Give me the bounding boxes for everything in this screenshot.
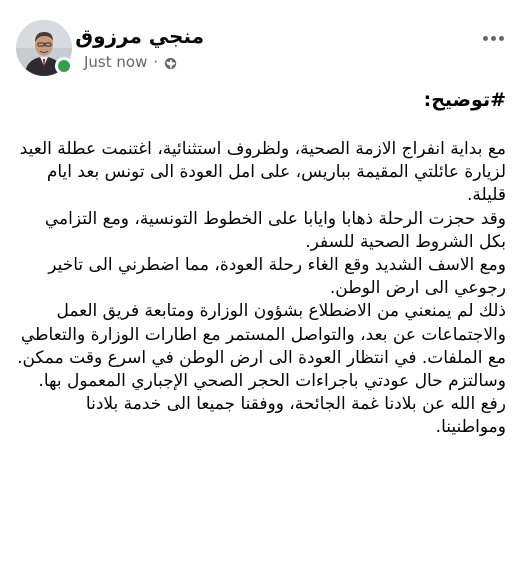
post-paragraph: ومع الاسف الشديد وقع الغاء رحلة العودة، مما اضطرني الى تاخير رجوعي الى ارض الوطن. — [48, 255, 506, 299]
post-timestamp[interactable]: Just now — [84, 53, 148, 71]
more-horizontal-icon — [483, 36, 488, 41]
post-body — [14, 86, 506, 440]
post-paragraph: مع بداية انفراج الازمة الصحية، ولظروف استثنائية، اغتنمت عطلة العيد لزيارة عائلتي المقيمة بباريس، على امل العودة الى تونس بعد ايام قليلة. — [19, 139, 506, 206]
more-dot — [491, 36, 496, 41]
author-name[interactable]: منجي مرزوق — [75, 24, 204, 48]
post-paragraph: ذلك لم يمنعني من الاضطلاع بشؤون الوزارة ومتابعة فريق العمل والاجتماعات عن بعد، والتواصل المستمر مع اطارات الوزارة والتعاطي مع الملفات. في انتظار العودة الى ارض الوطن في اسرع وقت ممكن. — [17, 301, 506, 368]
more-options-button[interactable] — [476, 26, 510, 50]
post-hashtag[interactable]: #توضيح: — [423, 89, 506, 111]
globe-icon[interactable] — [164, 56, 177, 69]
post-paragraph: وقد حجزت الرحلة ذهابا وايابا على الخطوط التونسية، ومع التزامي بكل الشروط الصحية للسفر. — [44, 208, 506, 252]
post-paragraph: وسالتزم حال عودتي باجراءات الحجر الصحي الإجباري المعمول بها. — [38, 371, 506, 392]
online-status-indicator — [55, 57, 73, 75]
more-dot — [499, 36, 504, 41]
meta-separator: · — [153, 53, 159, 71]
avatar[interactable] — [16, 20, 72, 76]
post-paragraph: رفع الله عن بلادنا غمة الجائحة، ووفقنا جميعا الى خدمة بلادنا ومواطنينا. — [85, 394, 506, 438]
post-meta — [84, 52, 177, 72]
